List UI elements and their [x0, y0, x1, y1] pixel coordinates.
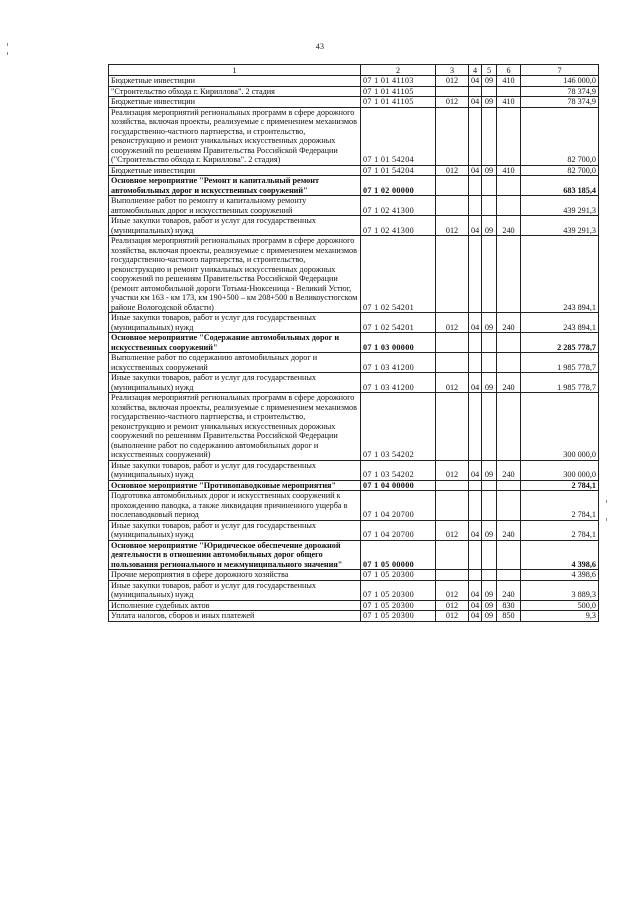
target-code: 07 1 03 41200 — [361, 373, 436, 393]
expense-type-code — [497, 196, 521, 216]
table-body — [109, 76, 599, 622]
table-row — [109, 353, 599, 373]
table-row — [109, 491, 599, 521]
section-code — [469, 480, 482, 491]
amount: 4 398,6 — [521, 540, 599, 570]
expense-type-code — [497, 540, 521, 570]
expense-type-code — [497, 86, 521, 97]
table-row — [109, 393, 599, 461]
expense-type-code — [497, 107, 521, 165]
target-code: 07 1 03 00000 — [361, 333, 436, 353]
row-name: Прочие мероприятия в сфере дорожного хозяйства — [109, 570, 361, 581]
row-name: Иные закупки товаров, работ и услуг для государственных (муниципальных) нужд — [109, 313, 361, 333]
subsection-code — [482, 196, 497, 216]
table-row — [109, 520, 599, 540]
section-code: 04 — [469, 313, 482, 333]
department-code: 012 — [436, 611, 469, 622]
table-row — [109, 107, 599, 165]
table-row — [109, 76, 599, 87]
subsection-code — [482, 491, 497, 521]
amount: 146 000,0 — [521, 76, 599, 87]
target-code: 07 1 01 41103 — [361, 76, 436, 87]
department-code — [436, 333, 469, 353]
target-code: 07 1 03 54202 — [361, 393, 436, 461]
scan-artifact — [606, 518, 607, 521]
row-name: Основное мероприятие "Ремонт и капитальный ремонт автомобильных дорог и искусственных сооружений" — [109, 176, 361, 196]
section-code — [469, 176, 482, 196]
table-row — [109, 333, 599, 353]
row-name: Реализация мероприятий региональных программ в сфере дорожного хозяйства, включая проекты, реализуемые с применением механизмов государственно-частного партнерства, и строительство, реконструкцию и ремонт уникальных искусственных дорожных сооружений по решениям Правительства Российской Федерации (выполнение работ по содержанию автомобильных дорог и искусственных сооружений) — [109, 393, 361, 461]
amount: 4 398,6 — [521, 570, 599, 581]
target-code: 07 1 02 54201 — [361, 313, 436, 333]
section-code: 04 — [469, 373, 482, 393]
row-name: Иные закупки товаров, работ и услуг для государственных (муниципальных) нужд — [109, 580, 361, 600]
target-code: 07 1 01 41105 — [361, 86, 436, 97]
section-code — [469, 540, 482, 570]
target-code: 07 1 05 20300 — [361, 580, 436, 600]
expense-type-code: 240 — [497, 216, 521, 236]
table-row — [109, 540, 599, 570]
department-code: 012 — [436, 165, 469, 176]
amount: 78 374,9 — [521, 86, 599, 97]
table-row — [109, 600, 599, 611]
row-name: "Строительство обхода г. Кириллова". 2 стадия — [109, 86, 361, 97]
department-code: 012 — [436, 580, 469, 600]
section-code — [469, 353, 482, 373]
department-code: 012 — [436, 97, 469, 108]
department-code: 012 — [436, 600, 469, 611]
row-name: Реализация мероприятий региональных программ в сфере дорожного хозяйства, включая проекты, реализуемые с применением механизмов государственно-частного партнерства, и строительство, реконструкцию и ремонт уникальных искусственных дорожных сооружений по решениям Правительства Российской Федерации (ремонт автомобильной дороги Тотьма-Нюксеница - Великий Устюг, участки км 163 - км 173, км 190+500 – км 208+500 в Великоустюгском районе Вологодской области) — [109, 236, 361, 313]
amount: 439 291,3 — [521, 216, 599, 236]
amount: 243 894,1 — [521, 236, 599, 313]
section-code — [469, 196, 482, 216]
department-code: 012 — [436, 76, 469, 87]
department-code: 012 — [436, 313, 469, 333]
subsection-code: 09 — [482, 373, 497, 393]
subsection-code — [482, 570, 497, 581]
column-header: 5 — [482, 65, 497, 76]
section-code: 04 — [469, 460, 482, 480]
subsection-code: 09 — [482, 611, 497, 622]
table-row — [109, 611, 599, 622]
row-name: Основное мероприятие "Юридическое обеспечение дорожной деятельности в отношении автомобильных дорог общего пользования регионального и межмуниципального значения" — [109, 540, 361, 570]
subsection-code — [482, 86, 497, 97]
row-name: Бюджетные инвестиции — [109, 165, 361, 176]
expense-type-code: 830 — [497, 600, 521, 611]
subsection-code: 09 — [482, 600, 497, 611]
target-code: 07 1 05 20300 — [361, 611, 436, 622]
table-row — [109, 570, 599, 581]
department-code — [436, 570, 469, 581]
expense-type-code: 410 — [497, 165, 521, 176]
target-code: 07 1 04 20700 — [361, 491, 436, 521]
expense-type-code — [497, 236, 521, 313]
amount: 2 784,1 — [521, 520, 599, 540]
column-header: 4 — [469, 65, 482, 76]
amount: 82 700,0 — [521, 107, 599, 165]
scan-artifact — [7, 52, 8, 55]
section-code — [469, 107, 482, 165]
table-row — [109, 216, 599, 236]
section-code: 04 — [469, 580, 482, 600]
table-row — [109, 86, 599, 97]
subsection-code: 09 — [482, 165, 497, 176]
subsection-code — [482, 107, 497, 165]
row-name: Иные закупки товаров, работ и услуг для государственных (муниципальных) нужд — [109, 460, 361, 480]
expense-type-code — [497, 570, 521, 581]
section-code — [469, 393, 482, 461]
subsection-code: 09 — [482, 97, 497, 108]
section-code — [469, 236, 482, 313]
expense-type-code: 240 — [497, 520, 521, 540]
row-name: Выполнение работ по содержанию автомобильных дорог и искусственных сооружений — [109, 353, 361, 373]
expense-type-code: 410 — [497, 76, 521, 87]
subsection-code: 09 — [482, 216, 497, 236]
row-name: Основное мероприятие "Содержание автомобильных дорог и искусственных сооружений" — [109, 333, 361, 353]
row-name: Основное мероприятие "Противопаводковые мероприятия" — [109, 480, 361, 491]
amount: 1 985 778,7 — [521, 373, 599, 393]
department-code — [436, 540, 469, 570]
row-name: Выполнение работ по ремонту и капитальному ремонту автомобильных дорог и искусственных сооружений — [109, 196, 361, 216]
scan-artifact — [606, 500, 607, 503]
department-code — [436, 176, 469, 196]
department-code — [436, 353, 469, 373]
table-row — [109, 97, 599, 108]
column-header: 3 — [436, 65, 469, 76]
section-code: 04 — [469, 520, 482, 540]
department-code — [436, 236, 469, 313]
target-code: 07 1 02 54201 — [361, 236, 436, 313]
amount: 2 285 778,7 — [521, 333, 599, 353]
amount: 243 894,1 — [521, 313, 599, 333]
section-code: 04 — [469, 97, 482, 108]
expense-type-code — [497, 333, 521, 353]
target-code: 07 1 01 41105 — [361, 97, 436, 108]
scan-artifact — [7, 43, 8, 46]
target-code: 07 1 02 41300 — [361, 196, 436, 216]
section-code: 04 — [469, 165, 482, 176]
page-number: 43 — [315, 42, 325, 51]
row-name: Иные закупки товаров, работ и услуг для государственных (муниципальных) нужд — [109, 216, 361, 236]
expense-type-code: 240 — [497, 460, 521, 480]
subsection-code — [482, 393, 497, 461]
target-code: 07 1 05 20300 — [361, 600, 436, 611]
target-code: 07 1 02 00000 — [361, 176, 436, 196]
section-code — [469, 491, 482, 521]
subsection-code: 09 — [482, 460, 497, 480]
department-code — [436, 196, 469, 216]
expense-type-code: 850 — [497, 611, 521, 622]
target-code: 07 1 02 41300 — [361, 216, 436, 236]
amount: 300 000,0 — [521, 460, 599, 480]
target-code: 07 1 03 54202 — [361, 460, 436, 480]
target-code: 07 1 05 20300 — [361, 570, 436, 581]
department-code: 012 — [436, 460, 469, 480]
expense-type-code — [497, 491, 521, 521]
row-name: Иные закупки товаров, работ и услуг для государственных (муниципальных) нужд — [109, 373, 361, 393]
row-name: Бюджетные инвестиции — [109, 76, 361, 87]
table-row — [109, 165, 599, 176]
amount: 300 000,0 — [521, 393, 599, 461]
subsection-code — [482, 353, 497, 373]
row-name: Подготовка автомобильных дорог и искусственных сооружений к прохождению паводка, а также ликвидация причиненного ущерба в послепаводковый период — [109, 491, 361, 521]
target-code: 07 1 03 41200 — [361, 353, 436, 373]
expense-type-code — [497, 353, 521, 373]
table-row — [109, 176, 599, 196]
department-code — [436, 491, 469, 521]
column-number-row — [109, 65, 599, 76]
subsection-code: 09 — [482, 313, 497, 333]
section-code — [469, 333, 482, 353]
table-row — [109, 313, 599, 333]
budget-table — [108, 64, 599, 622]
target-code: 07 1 01 54204 — [361, 107, 436, 165]
subsection-code: 09 — [482, 520, 497, 540]
expense-type-code: 240 — [497, 313, 521, 333]
section-code: 04 — [469, 600, 482, 611]
row-name: Уплата налогов, сборов и иных платежей — [109, 611, 361, 622]
table-row — [109, 480, 599, 491]
section-code — [469, 86, 482, 97]
department-code: 012 — [436, 373, 469, 393]
table-row — [109, 460, 599, 480]
column-header: 6 — [497, 65, 521, 76]
amount: 82 700,0 — [521, 165, 599, 176]
amount: 500,0 — [521, 600, 599, 611]
expense-type-code — [497, 176, 521, 196]
row-name: Реализация мероприятий региональных программ в сфере дорожного хозяйства, включая проекты, реализуемые с применением механизмов государственно-частного партнерства, и строительство, реконструкцию и ремонт уникальных искусственных дорожных сооружений по решениям Правительства Российской Федерации ("Строительство обхода г. Кириллова". 2 стадия) — [109, 107, 361, 165]
subsection-code — [482, 333, 497, 353]
amount: 3 889,3 — [521, 580, 599, 600]
subsection-code — [482, 480, 497, 491]
target-code: 07 1 05 00000 — [361, 540, 436, 570]
department-code — [436, 480, 469, 491]
amount: 683 185,4 — [521, 176, 599, 196]
subsection-code — [482, 176, 497, 196]
subsection-code: 09 — [482, 580, 497, 600]
subsection-code — [482, 236, 497, 313]
table-row — [109, 196, 599, 216]
expense-type-code: 240 — [497, 373, 521, 393]
target-code: 07 1 04 20700 — [361, 520, 436, 540]
subsection-code — [482, 540, 497, 570]
department-code — [436, 107, 469, 165]
department-code — [436, 393, 469, 461]
amount: 9,3 — [521, 611, 599, 622]
table-row — [109, 580, 599, 600]
column-header: 7 — [521, 65, 599, 76]
table-row — [109, 236, 599, 313]
department-code: 012 — [436, 216, 469, 236]
amount: 1 985 778,7 — [521, 353, 599, 373]
row-name: Иные закупки товаров, работ и услуг для государственных (муниципальных) нужд — [109, 520, 361, 540]
table-row — [109, 373, 599, 393]
department-code: 012 — [436, 520, 469, 540]
section-code: 04 — [469, 216, 482, 236]
section-code: 04 — [469, 76, 482, 87]
target-code: 07 1 01 54204 — [361, 165, 436, 176]
expense-type-code: 410 — [497, 97, 521, 108]
expense-type-code — [497, 393, 521, 461]
row-name: Исполнение судебных актов — [109, 600, 361, 611]
subsection-code: 09 — [482, 76, 497, 87]
expense-type-code: 240 — [497, 580, 521, 600]
section-code: 04 — [469, 611, 482, 622]
column-header: 1 — [109, 65, 361, 76]
amount: 78 374,9 — [521, 97, 599, 108]
expense-type-code — [497, 480, 521, 491]
amount: 439 291,3 — [521, 196, 599, 216]
section-code — [469, 570, 482, 581]
column-header: 2 — [361, 65, 436, 76]
amount: 2 784,1 — [521, 491, 599, 521]
row-name: Бюджетные инвестиции — [109, 97, 361, 108]
department-code — [436, 86, 469, 97]
target-code: 07 1 04 00000 — [361, 480, 436, 491]
amount: 2 784,1 — [521, 480, 599, 491]
